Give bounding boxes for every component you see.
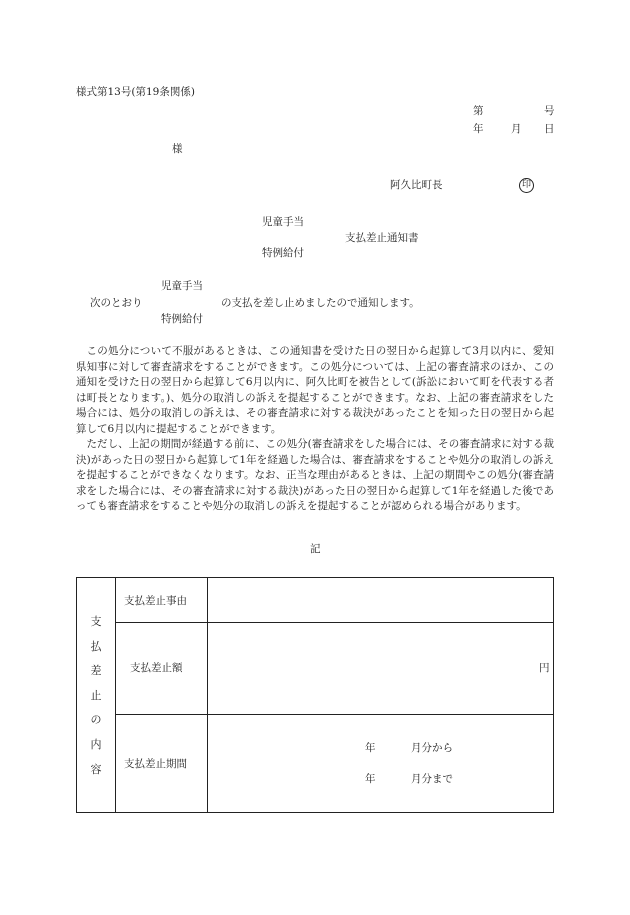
ki-heading: 記 — [310, 543, 321, 555]
row1-label: 支払差止事由 — [124, 595, 187, 607]
date-year: 年 — [473, 123, 484, 135]
doc-number-go: 号 — [544, 105, 555, 117]
period-to-year: 年 — [365, 773, 376, 785]
side-char: 内 — [90, 737, 102, 751]
notice-left: 次のとおり — [90, 297, 143, 309]
date-day: 日 — [544, 123, 555, 135]
side-label — [77, 610, 115, 782]
row2-label: 支払差止額 — [130, 662, 183, 674]
seal-mark: 印 — [519, 178, 534, 193]
notice-right: の支払を差し止めましたので通知します。 — [221, 297, 420, 309]
addressee: 様 — [172, 143, 183, 155]
side-char: の — [90, 713, 102, 727]
paragraph-2: ただし、上記の期間が経過する前に、この処分(審査請求をした場合には、その審査請求に対する裁決)があった日の翌日から起算して1年を経過した場合は、審査請求をすることや処分の取消しの訴えを提起することができなくなります。なお、正当な理由があるときは、上記の期間やこの処分(審査請求をした場合には、その審査請求に対する裁決)があった日の翌日から起算して1年を経過した後であっても審査請求をすることや処分の取消しの訴えを提起することが認められる場合があります。 — [76, 438, 554, 512]
period-from-month: 月分から — [411, 742, 453, 754]
side-char: 容 — [90, 762, 102, 776]
appeal-paragraphs — [76, 344, 554, 515]
side-char: 差 — [90, 664, 102, 678]
period-to-month: 月分まで — [411, 773, 453, 785]
issuer: 阿久比町長 — [390, 179, 443, 191]
side-char: 支 — [90, 615, 102, 628]
row3-label: 支払差止期間 — [124, 758, 187, 770]
title-line-1: 児童手当 — [262, 216, 304, 228]
suspension-table — [76, 577, 554, 813]
notice-bottom: 特例給付 — [161, 313, 203, 325]
paragraph-1: この処分について不服があるときは、この通知書を受けた日の翌日から起算して3月以内に、愛知県知事に対して審査請求をすることができます。この処分については、上記の審査請求のほか、この通知を受けた日の翌日から起算して6月以内に、阿久比町を被告として(訴訟において町を代表する者は町長となります。)、処分の取消しの訴えを提起することができます。なお、上記の審査請求をした場合には、処分の取消しの訴えは、その審査請求に対する裁決があったことを知った日の翌日から起算して6月以内に提起することができます。 — [76, 345, 554, 435]
form-number: 様式第13号(第19条関係) — [76, 86, 195, 98]
period-from-year: 年 — [365, 742, 376, 754]
title-line-3: 特例給付 — [262, 247, 304, 259]
side-char: 止 — [90, 688, 102, 702]
page-title: 支払差止通知書 — [345, 232, 419, 244]
row2-unit: 円 — [539, 662, 550, 674]
notice-top: 児童手当 — [161, 280, 203, 292]
date-month: 月 — [511, 123, 522, 135]
side-char: 払 — [90, 639, 102, 653]
doc-number-dai: 第 — [473, 105, 484, 117]
